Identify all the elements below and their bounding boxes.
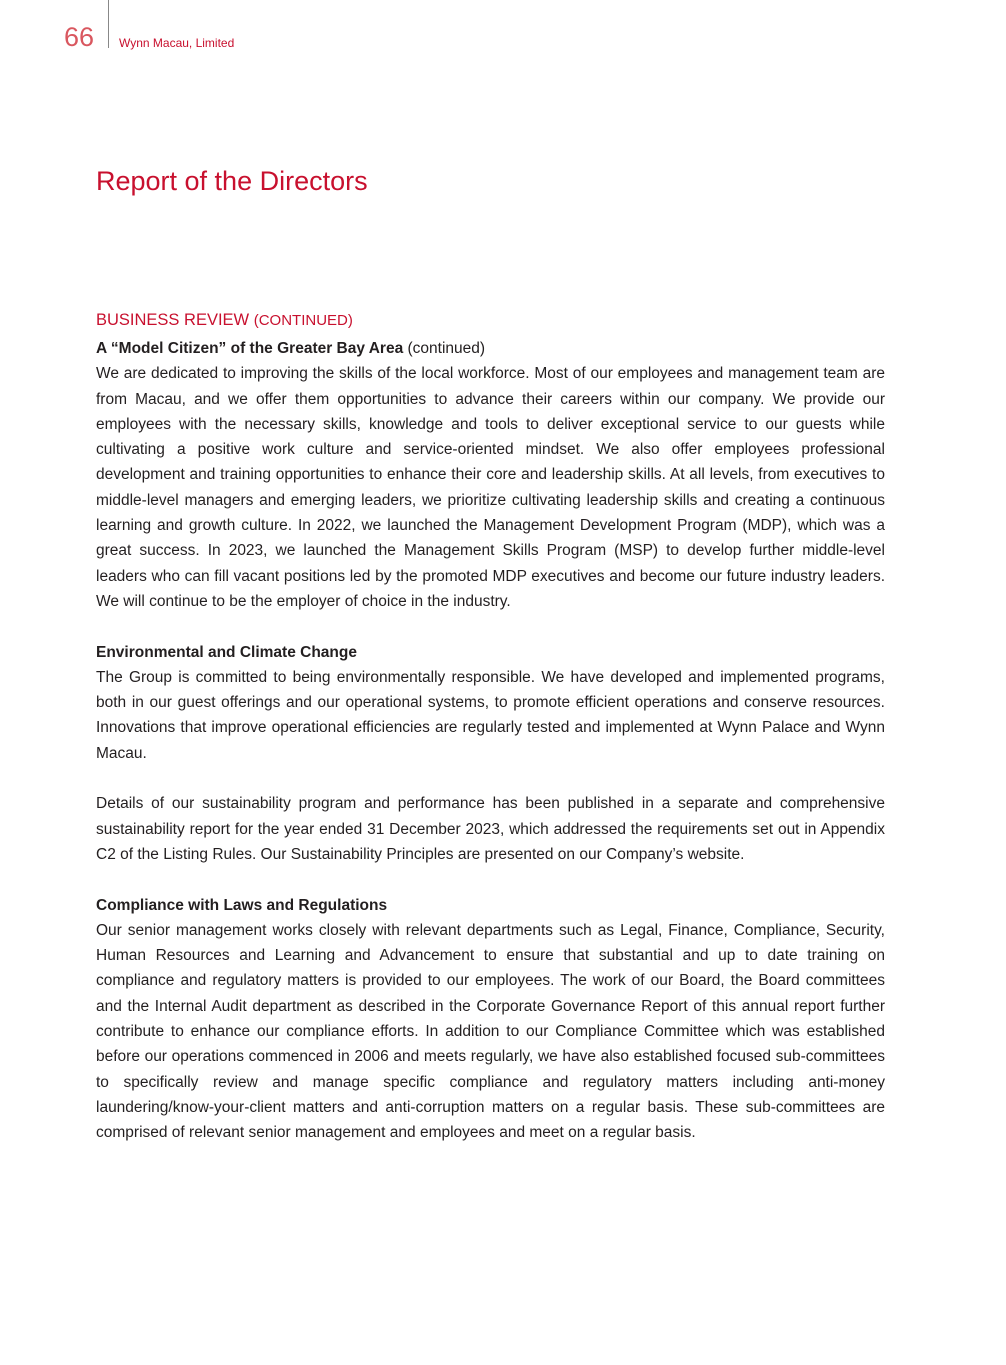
paragraph: The Group is committed to being environmentally responsible. We have developed and implemented programs, both in our guest offerings and our operational systems, to promote efficient operations and conserve resources. Innovations that improve operational efficiencies are regularly tested and implemented at Wynn Palace and Wynn Macau. (96, 668, 885, 762)
header-divider (108, 0, 109, 48)
paragraph: Our senior management works closely with relevant departments such as Legal, Finance, Compliance, Security, Human Resources and Learning and Advancement to ensure that substantial and up to date training on compliance and regulatory matters is provided to our employees. The work of our Board, the Board committees and the Internal Audit department as described in the Corporate Governance Report of this annual report further contribute to enhance our compliance efforts. In addition to our Compliance Committee which was established before our operations commenced in 2006 and meets regularly, we have also established focused sub-committees to specifically review and manage specific compliance and regulatory matters including anti-money laundering/know-your-client matters and anti-corruption matters on a regular basis. These sub-committees are comprised of relevant senior management and employees and meet on a regular basis. (96, 921, 885, 1142)
subsection-heading: Environmental and Climate Change (96, 643, 357, 661)
paragraph: We are dedicated to improving the skills of the local workforce. Most of our employees and management team are from Macau, and we offer them opportunities to advance their careers within our company. We provide our employees with the necessary skills, knowledge and tools to deliver exceptional service to our guests while cultivating a positive work culture and service-oriented mindset. We also offer employees professional development and training opportunities to enhance their core and leadership skills. At all levels, from executives to middle-level managers and emerging leaders, we prioritize cultivating leadership skills and creating a continuous learning and growth culture. In 2022, we launched the Management Development Program (MDP), which was a great success. In 2023, we launched the Management Skills Program (MSP) to develop further middle-level leaders who can fill vacant positions led by the promoted MDP executives and become our future industry leaders. We will continue to be the employer of choice in the industry. (96, 365, 885, 610)
page-number: 66 (64, 22, 95, 52)
company-name: Wynn Macau, Limited (119, 36, 235, 50)
section-heading (96, 311, 885, 330)
section-heading-suffix: (CONTINUED) (253, 312, 353, 329)
subsection-heading-suffix: (continued) (407, 340, 486, 357)
paragraph: Details of our sustainability program and performance has been published in a separate and comprehensive sustainability report for the year ended 31 December 2023, which addressed the requirements set out in Appendix C2 of the Listing Rules. Our Sustainability Principles are presented on our Company’s website. (96, 795, 885, 863)
subsection-heading-text: A “Model Citizen” of the Greater Bay Area (96, 340, 404, 357)
subsection-heading (96, 336, 885, 361)
page-title: Report of the Directors (96, 166, 368, 196)
subsection-heading: Compliance with Laws and Regulations (96, 896, 388, 914)
section-heading-text: BUSINESS REVIEW (96, 311, 250, 329)
body-content (96, 311, 885, 1146)
